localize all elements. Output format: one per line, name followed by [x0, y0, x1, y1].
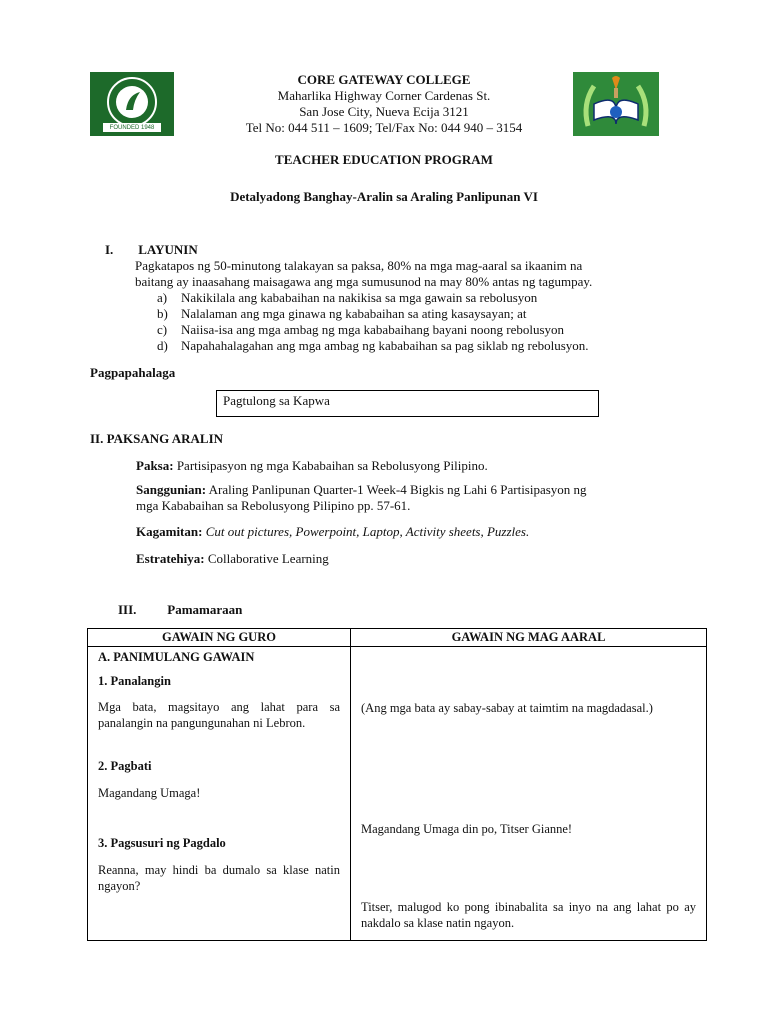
estratehiya-value: Collaborative Learning	[207, 551, 329, 566]
pamamaraan-numeral: III.	[118, 602, 137, 617]
pamamaraan-title: Pamamaraan	[167, 602, 243, 617]
mag-pagsusuri-text: Titser, malugod ko pong ibinabalita sa inyo na ang lahat po ay nakdalo sa klase natin ngayon.	[361, 900, 696, 930]
sanggunian-line-1: Araling Panlipunan Quarter-1 Week-4 Bigkis ng Lahi 6 Partisipasyon ng	[208, 482, 587, 497]
paksa-label: Paksa:	[136, 458, 174, 473]
telephone-line: Tel No: 044 511 – 1609; Tel/Fax No: 044 940 – 3154	[245, 120, 523, 135]
list-item: c) Naiisa-isa ang mga ambag ng mga kababaihang bayani noong rebolusyon	[157, 322, 565, 337]
layunin-intro-1: Pagkatapos ng 50-minutong talakayan sa paksa, 80% na mga mag-aaral sa ikaanim na	[135, 258, 583, 273]
seal-founded-label: FOUNDED 1948	[109, 125, 155, 131]
sanggunian-line-2: mga Kababaihan sa Rebolusyong Pilipino pp. 57-61.	[136, 498, 411, 513]
layunin-intro-2: baitang ay inaasahang maisagawa ang mga sumusunod na may 80% antas ng tagumpay.	[135, 274, 593, 289]
program-emblem-logo	[573, 72, 659, 136]
guro-pagbati-text: Magandang Umaga!	[98, 786, 201, 800]
paksang-aralin-heading: II. PAKSANG ARALIN	[90, 431, 224, 446]
guro-pagsusuri-text: Reanna, may hindi ba dumalo sa klase natin ngayon?	[98, 863, 340, 893]
sanggunian-row	[136, 482, 676, 498]
list-item: a) Nakikilala ang kababaihan na nakikisa sa mga gawain sa rebolusyon	[157, 290, 538, 305]
kagamitan-row	[136, 524, 676, 540]
pagpapahalaga-heading: Pagpapahalaga	[90, 365, 176, 380]
mag-panalangin-text: (Ang mga bata ay sabay-sabay at taimtim na magdadasal.)	[361, 701, 653, 715]
table-row	[88, 647, 707, 941]
paksa-row	[136, 458, 676, 474]
pagbati-heading: 2. Pagbati	[98, 759, 152, 773]
col-header-guro: GAWAIN NG GURO	[88, 629, 351, 647]
document-title: Detalyadong Banghay-Aralin sa Araling Panlipunan VI	[230, 189, 538, 204]
list-item: d) Napahahalagahan ang mga ambag ng kababaihan sa pag siklab ng rebolusyon.	[157, 338, 589, 353]
kagamitan-value: Cut out pictures, Powerpoint, Laptop, Activity sheets, Puzzles.	[205, 524, 530, 539]
table-header-row	[88, 629, 707, 647]
pagsusuri-heading: 3. Pagsusuri ng Pagdalo	[98, 836, 226, 850]
address-line-2: San Jose City, Nueva Ecija 3121	[299, 104, 469, 119]
panalangin-heading: 1. Panalangin	[98, 674, 171, 688]
list-item: b) Nalalaman ang mga ginawa ng kababaihan sa ating kasaysayan; at	[157, 306, 527, 321]
sanggunian-label: Sanggunian:	[136, 482, 207, 497]
mag-pagbati-text: Magandang Umaga din po, Titser Gianne!	[361, 822, 573, 836]
layunin-numeral: I.	[105, 242, 114, 257]
guro-panalangin-text: Mga bata, magsitayo ang lahat para sa panalangin na pangungunahan ni Lebron.	[98, 700, 340, 730]
col-header-mag-aaral: GAWAIN NG MAG AARAL	[351, 629, 707, 647]
section-a-heading: A. PANIMULANG GAWAIN	[98, 650, 255, 664]
mag-aaral-cell	[351, 647, 707, 941]
college-name: CORE GATEWAY COLLEGE	[297, 72, 471, 87]
pamamaraan-heading	[118, 602, 242, 618]
estratehiya-row	[136, 551, 676, 567]
book-laurel-icon	[576, 74, 656, 134]
guro-cell	[88, 647, 351, 941]
layunin-list	[157, 290, 589, 354]
program-title: TEACHER EDUCATION PROGRAM	[275, 152, 493, 167]
estratehiya-label: Estratehiya:	[136, 551, 205, 566]
layunin-title: LAYUNIN	[138, 242, 198, 257]
layunin-heading	[105, 242, 198, 258]
lesson-plan-table	[87, 628, 707, 941]
paksa-value: Partisipasyon ng mga Kababaihan sa Rebolusyong Pilipino.	[176, 458, 488, 473]
pagpapahalaga-box: Pagtulong sa Kapwa	[216, 390, 599, 417]
address-line-1: Maharlika Highway Corner Cardenas St.	[277, 88, 491, 103]
kagamitan-label: Kagamitan:	[136, 524, 203, 539]
